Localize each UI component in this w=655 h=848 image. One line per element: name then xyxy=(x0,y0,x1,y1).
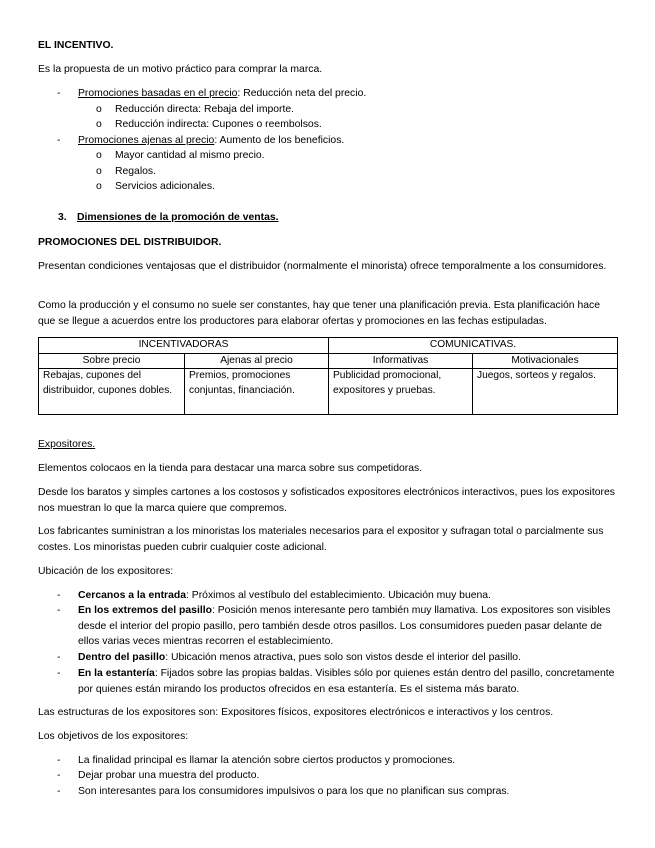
expositores-paragraph-2: Desde los baratos y simples cartones a los costosos y sofisticados expositores electrónicos interactivos, pues los expositores nos muestran lo que la marca quiere que compremos. xyxy=(38,487,615,514)
promotions-table xyxy=(38,337,618,415)
table-cell: Juegos, sorteos y regalos. xyxy=(473,369,618,415)
table-cell: Premios, promociones conjuntas, financiación. xyxy=(185,369,329,415)
distribuidor-paragraph-1: Presentan condiciones ventajosas que el distribuidor (normalmente el minorista) ofrece temporalmente a los consumidores. xyxy=(38,261,607,272)
section-title-incentivo: EL INCENTIVO. xyxy=(38,40,114,51)
section-title-distribuidor: PROMOCIONES DEL DISTRIBUIDOR. xyxy=(38,237,222,248)
table-group-header: INCENTIVADORAS xyxy=(39,338,329,354)
table-column-header: Informativas xyxy=(329,353,473,369)
distribuidor-paragraph-2: Como la producción y el consumo no suele ser constantes, hay que tener una planificación previa. Esta planificación hace que se llegue a acuerdos entre los productores para elaborar ofertas y promociones en las fechas estipuladas. xyxy=(38,300,601,327)
estructuras-paragraph: Las estructuras de los expositores son: Expositores físicos, expositores electrónicos e interactivos y los centros. xyxy=(38,707,554,718)
table-column-header: Ajenas al precio xyxy=(185,353,329,369)
expositores-paragraph-3: Los fabricantes suministran a los minoristas los materiales necesarios para el expositor y sufragan total o parcialmente sus costes. Los minoristas pueden cubrir cualquier coste adicional. xyxy=(38,526,604,553)
table-cell: Rebajas, cupones del distribuidor, cupones dobles. xyxy=(39,369,185,415)
expositores-paragraph-1: Elementos colocaos en la tienda para destacar una marca sobre sus competidoras. xyxy=(38,463,423,474)
incentivo-intro: Es la propuesta de un motivo práctico para comprar la marca. xyxy=(38,64,323,75)
ubicacion-title: Ubicación de los expositores: xyxy=(38,566,174,577)
table-group-header-row xyxy=(39,338,618,354)
section-title-expositores: Expositores. xyxy=(38,439,96,450)
objetivos-title: Los objetivos de los expositores: xyxy=(38,731,189,742)
table-header-row xyxy=(39,353,618,369)
section-heading-3: 3. Dimensiones de la promoción de ventas. xyxy=(58,212,279,223)
table-group-header: COMUNICATIVAS. xyxy=(329,338,618,354)
table-row xyxy=(39,369,618,415)
table-column-header: Sobre precio xyxy=(39,353,185,369)
table-column-header: Motivacionales xyxy=(473,353,618,369)
table-cell: Publicidad promocional, expositores y pruebas. xyxy=(329,369,473,415)
